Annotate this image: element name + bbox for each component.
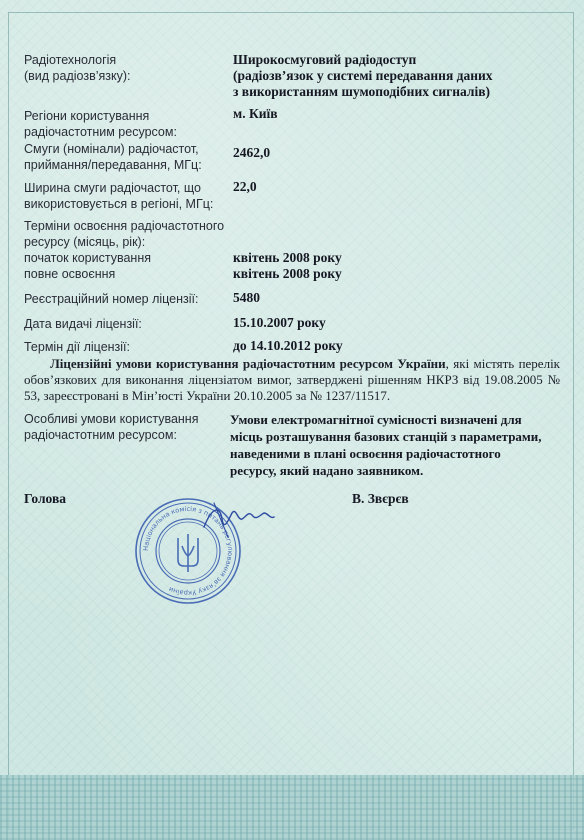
registration-number-value	[233, 290, 563, 306]
label-line: Радіотехнологія	[24, 53, 117, 67]
label-line: Ширина смуги радіочастот, що	[24, 181, 201, 195]
value-line: Умови електромагнітної сумісності визначені для	[230, 412, 522, 427]
value-line: 5480	[233, 290, 260, 305]
handwritten-signature	[198, 497, 308, 542]
value-line: 2462,0	[233, 145, 271, 160]
value-line: 15.10.2007 року	[233, 315, 326, 330]
value-line: з використанням шумоподібних сигналів)	[233, 84, 491, 99]
value-line: наведеними в плані освоєння радіочастотного	[230, 446, 501, 461]
decorative-bottom-band	[0, 775, 584, 840]
development-terms-label	[24, 218, 234, 282]
signatory-position: Голова	[24, 491, 67, 506]
bandwidth-value	[233, 179, 563, 195]
signatory-name: В. Звєрєв	[352, 491, 409, 506]
value-line: 22,0	[233, 179, 257, 194]
issue-date-label	[24, 316, 234, 332]
validity-term-value	[233, 338, 563, 354]
label-line: Смуги (номінали) радіочастот,	[24, 142, 199, 156]
value-line: квітень 2008 року	[233, 250, 342, 265]
label-line: Термін дії ліцензії:	[24, 340, 130, 354]
license-conditions-title: Ліцензійні умови користування радіочастотним ресурсом України	[50, 356, 446, 371]
license-conditions-paragraph	[24, 356, 560, 404]
label-line: повне освоєння	[24, 267, 116, 281]
special-conditions-value	[230, 411, 560, 479]
regions-value	[233, 106, 563, 122]
label-line: радіочастотним ресурсом:	[24, 428, 177, 442]
license-conditions-text: , які містять перелік обов’язкових для виконання ліцензіатом вимог, затверджені рішенням НКРЗ від 19.08.2005 № 53, зареєстровані в Мін’юсті України 20.10.2005 за № 1237/11517.	[24, 356, 560, 403]
label-line: Дата видачі ліцензії:	[24, 317, 142, 331]
label-line: приймання/передавання, МГц:	[24, 158, 202, 172]
value-line: квітень 2008 року	[233, 266, 342, 281]
label-line: використовується в регіоні, МГц:	[24, 197, 214, 211]
radio-technology-value	[233, 52, 563, 100]
label-line: ресурсу (місяць, рік):	[24, 235, 146, 249]
label-line: Регіони користування	[24, 109, 150, 123]
label-line: Особливі умови користування	[24, 412, 199, 426]
issue-date-value	[233, 315, 563, 331]
value-line: ресурсу, який надано заявником.	[230, 463, 424, 478]
value-line: місць розташування базових станцій з параметрами,	[230, 429, 542, 444]
bandwidth-label	[24, 180, 234, 212]
registration-number-label	[24, 291, 234, 307]
trident-emblem-icon	[178, 534, 198, 572]
label-line: (вид радіозв’язку):	[24, 69, 131, 83]
label-line: початок користування	[24, 251, 152, 265]
stamp-ring-text: Національна комісія з питань регулювання зв’язку України	[141, 504, 235, 598]
label-line: Терміни освоєння радіочастотного	[24, 219, 225, 233]
value-line: (радіозв’язок у системі передавання даних	[233, 68, 493, 83]
value-line: до 14.10.2012 року	[233, 338, 343, 353]
value-line: м. Київ	[233, 106, 278, 121]
frequency-bands-value	[233, 145, 563, 161]
value-line: Широкосмуговий радіодоступ	[233, 52, 417, 67]
regions-label	[24, 108, 234, 140]
label-line: Реєстраційний номер ліцензії:	[24, 292, 199, 306]
frequency-bands-label	[24, 141, 234, 173]
radio-technology-label	[24, 52, 234, 84]
development-terms-value	[233, 250, 563, 282]
special-conditions-label	[24, 411, 234, 443]
label-line: радіочастотним ресурсом:	[24, 125, 177, 139]
validity-term-label	[24, 339, 234, 355]
